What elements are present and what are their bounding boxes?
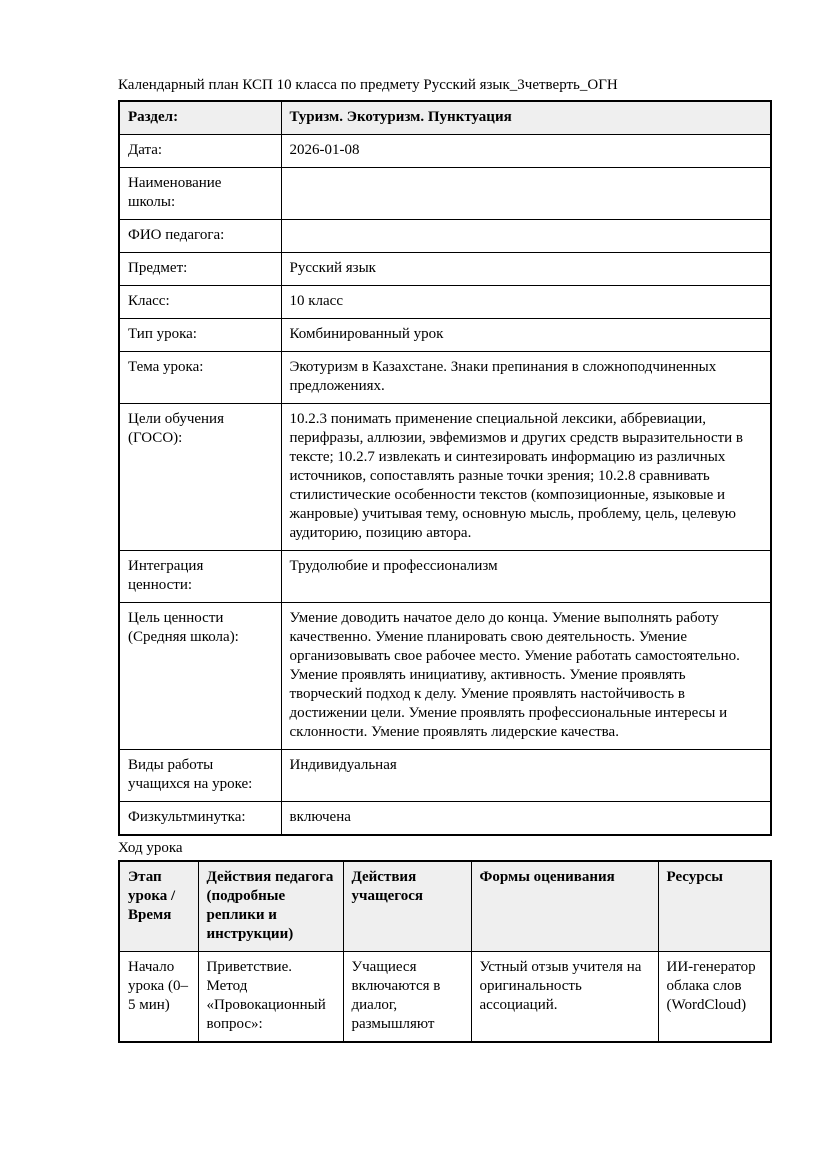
info-label-cell: Виды работы учащихся на уроке:: [119, 750, 281, 802]
lesson-flow-table: [118, 860, 772, 1043]
info-value-cell: Русский язык: [281, 253, 771, 286]
info-value-cell: [281, 168, 771, 220]
table-row: [119, 135, 771, 168]
column-header-resources: Ресурсы: [658, 861, 771, 952]
info-value-cell: 2026-01-08: [281, 135, 771, 168]
resources-cell: ИИ-генератор облака слов (WordCloud): [658, 952, 771, 1043]
column-header-student-actions: Действия учащегося: [343, 861, 471, 952]
info-value-cell: Экотуризм в Казахстане. Знаки препинания в сложноподчиненных предложениях.: [281, 352, 771, 404]
info-label-cell: Физкультминутка:: [119, 802, 281, 836]
table-row: [119, 952, 771, 1043]
table-row: [119, 551, 771, 603]
column-header-stage: Этап урока / Время: [119, 861, 198, 952]
info-value-cell: Трудолюбие и профессионализм: [281, 551, 771, 603]
info-value-cell: Комбинированный урок: [281, 319, 771, 352]
section-heading: Ход урока: [118, 840, 183, 856]
student-actions-cell: Учащиеся включаются в диалог, размышляют: [343, 952, 471, 1043]
info-value-cell: Индивидуальная: [281, 750, 771, 802]
info-label-cell: Тема урока:: [119, 352, 281, 404]
assessment-cell: Устный отзыв учителя на оригинальность ассоциаций.: [471, 952, 658, 1043]
info-label-cell: Цели обучения (ГОСО):: [119, 404, 281, 551]
document-title: Календарный план КСП 10 класса по предмету Русский язык_3четверть_ОГН: [118, 77, 618, 93]
info-value-cell: [281, 220, 771, 253]
info-label-cell: Дата:: [119, 135, 281, 168]
info-label-cell: Раздел:: [119, 101, 281, 135]
info-value-cell: 10 класс: [281, 286, 771, 319]
info-value-cell: Умение доводить начатое дело до конца. Умение выполнять работу качественно. Умение планировать свою деятельность. Умение организовывать свое рабочее место. Умение работать самостоятельно. Умение проявлять инициативу, активность. Умение проявлять творческий подход к делу. Умение проявлять настойчивость в достижении цели. Умение проявлять профессиональные интересы и склонности. Умение проявлять лидерские качества.: [281, 603, 771, 750]
table-row: [119, 404, 771, 551]
teacher-actions-cell: Приветствие. Метод «Провокационный вопрос»:: [198, 952, 343, 1043]
info-label-cell: Наименование школы:: [119, 168, 281, 220]
table-row: [119, 101, 771, 135]
info-label-cell: Тип урока:: [119, 319, 281, 352]
table-row: [119, 603, 771, 750]
table-row: [119, 352, 771, 404]
lesson-info-table: [118, 100, 772, 836]
table-row: [119, 253, 771, 286]
table-row: [119, 319, 771, 352]
table-header-row: [119, 861, 771, 952]
info-label-cell: Класс:: [119, 286, 281, 319]
info-value-cell: 10.2.3 понимать применение специальной лексики, аббревиации, перифразы, аллюзии, эвфемизмов и других средств выразительности в тексте; 10.2.7 извлекать и синтезировать информацию из различных источников, сопоставлять разные точки зрения; 10.2.8 сравнивать стилистические особенности текстов (композиционные, языковые и жанровые) учитывая тему, основную мысль, проблему, цель, целевую аудиторию, позицию автора.: [281, 404, 771, 551]
column-header-assessment: Формы оценивания: [471, 861, 658, 952]
info-label-cell: Предмет:: [119, 253, 281, 286]
stage-cell: Начало урока (0–5 мин): [119, 952, 198, 1043]
table-row: [119, 168, 771, 220]
info-value-cell: включена: [281, 802, 771, 836]
table-row: [119, 750, 771, 802]
info-label-cell: Цель ценности (Средняя школа):: [119, 603, 281, 750]
info-value-cell: Туризм. Экотуризм. Пунктуация: [281, 101, 771, 135]
info-label-cell: Интеграция ценности:: [119, 551, 281, 603]
table-row: [119, 220, 771, 253]
table-row: [119, 802, 771, 836]
table-row: [119, 286, 771, 319]
column-header-teacher-actions: Действия педагога (подробные реплики и инструкции): [198, 861, 343, 952]
info-label-cell: ФИО педагога:: [119, 220, 281, 253]
